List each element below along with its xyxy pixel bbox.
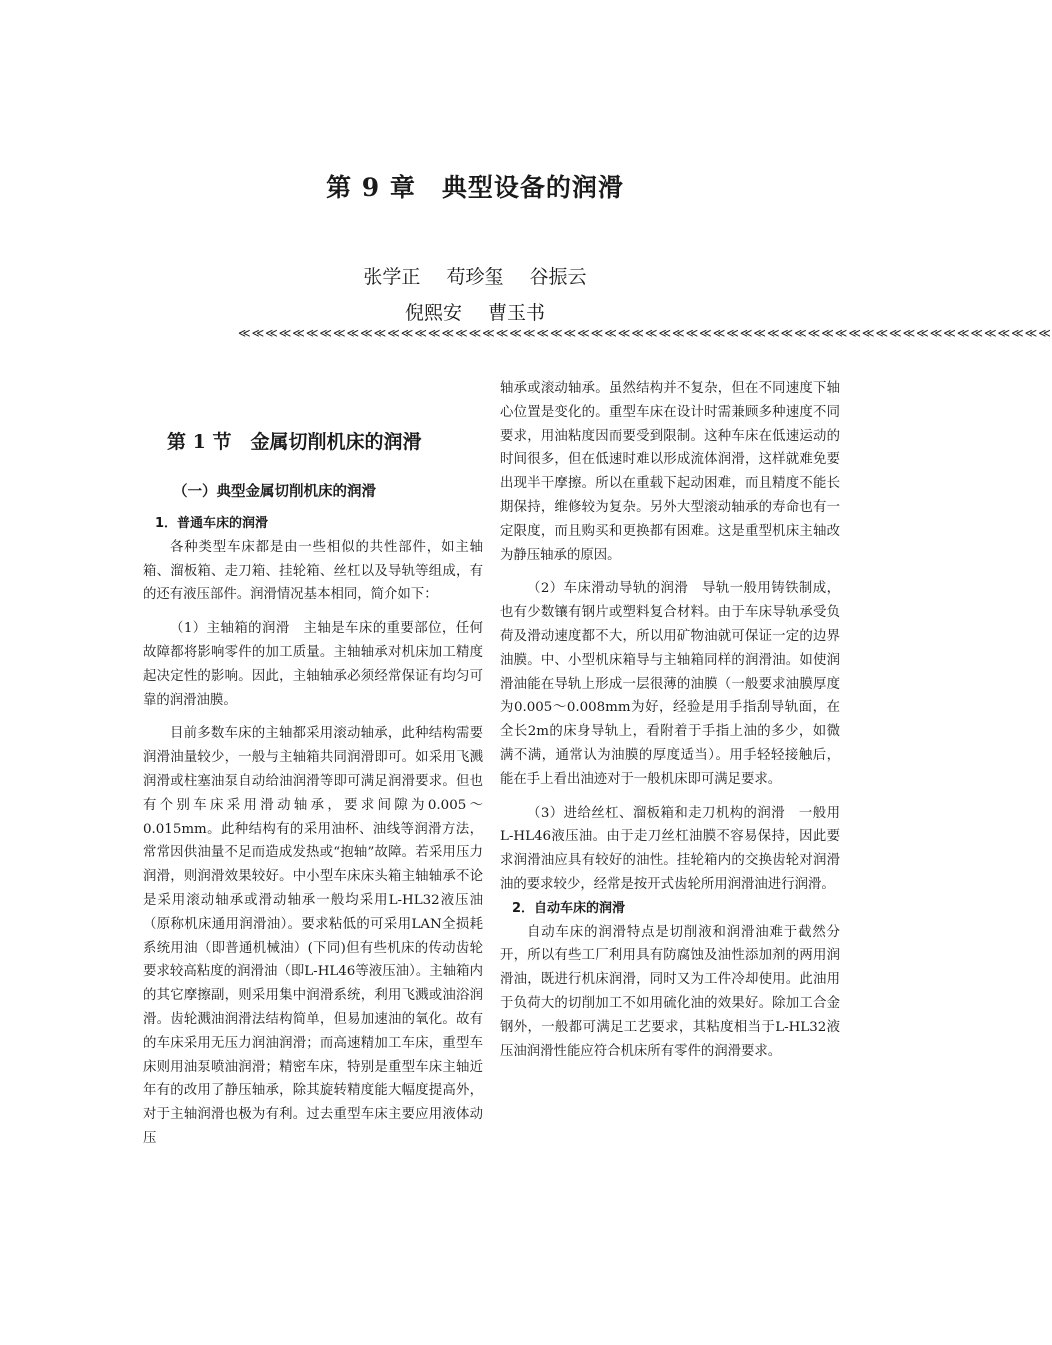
heading-lathe-lubrication: 1．普通车床的润滑	[155, 516, 269, 531]
author-line-2	[0, 298, 950, 325]
chapter-title: 第 9 章 典型设备的润滑	[326, 173, 624, 202]
author-line-1	[0, 262, 950, 289]
section-title: 第 1 节 金属切削机床的润滑	[167, 431, 422, 453]
author-name: 张学正	[363, 266, 421, 288]
author-name: 倪熙安	[404, 302, 462, 324]
paragraph: （3）进给丝杠、溜板箱和走刀机构的润滑 一般用L-HL46液压油。由于走刀丝杠油膜不容易保持，因此要求润滑油应具有较好的油性。挂轮箱内的交换齿轮对润滑油的要求较少，经常是按开式齿轮所用润滑油进行润滑。	[500, 805, 840, 892]
author-name: 曹玉书	[488, 302, 546, 324]
subsection-title: （一）典型金属切削机床的润滑	[173, 483, 376, 500]
right-column	[500, 377, 840, 1063]
left-column	[143, 400, 483, 1151]
author-name: 苟珍玺	[446, 266, 504, 288]
paragraph: （2）车床滑动导轨的润滑 导轨一般用铸铁制成，也有少数镶有钢片或塑料复合材料。由于车床导轨承受负荷及滑动速度都不大，所以用矿物油就可保证一定的边界油膜。中、小型机床箱导与主轴箱同样的润滑油。如使润滑油能在导轨上形成一层很薄的油膜（一般要求油膜厚度为0.005～0.008mm为好，经验是用手指刮导轨面，在全长2m的床身导轨上，看附着于手指上油的多少，如微满不满，通常认为油膜的厚度适当）。用手轻轻接触后，能在手上看出油迹对于一般机床即可满足要求。	[500, 581, 840, 787]
paragraph: （1）主轴箱的润滑 主轴是车床的重要部位，任何故障都将影响零件的加工质量。主轴轴承对机床加工精度起决定性的影响。因此，主轴轴承必须经常保证有均匀可靠的润滑油膜。	[143, 621, 483, 708]
paragraph: 轴承或滚动轴承。虽然结构并不复杂，但在不同速度下轴心位置是变化的。重型车床在设计时需兼顾多种速度不同要求，用油粘度因而要受到限制。这种车床在低速运动的时间很多，但在低速时难以形成流体润滑，这样就难免要出现半干摩擦。所以在重载下起动困难，而且精度不能长期保持，维修较为复杂。另外大型滚动轴承的寿命也有一定限度，而且购买和更换都有困难。这是重型机床主轴改为静压轴承的原因。	[500, 381, 840, 563]
author-name: 谷振云	[529, 266, 587, 288]
paragraph: 自动车床的润滑特点是切削液和润滑油难于截然分开，所以有些工厂利用具有防腐蚀及油性添加剂的两用润滑油，既进行机床润滑，同时又为工件冷却使用。此油用于负荷大的切削加工不如用硫化油的效果好。除加工合金钢外，一般都可满足工艺要求，其粘度相当于L-HL32液压油润滑性能应符合机床所有零件的润滑要求。	[500, 924, 840, 1059]
heading-auto-lathe-lubrication: 2．自动车床的润滑	[512, 900, 626, 916]
paragraph: 各种类型车床都是由一些相似的共性部件，如主轴箱、溜板箱、走刀箱、挂轮箱、丝杠以及导轨等组成，有的还有液压部件。润滑情况基本相同，简介如下：	[143, 539, 483, 603]
decorative-divider: ≪≪≪≪≪≪≪≪≪≪≪≪≪≪≪≪≪≪≪≪≪≪≪≪≪≪≪≪≪≪≪≪≪≪≪≪≪≪≪≪≪≪≪≪≪≪≪≪≪≪≪≪≪≪≪≪≪≪≪≪	[238, 326, 1052, 340]
paragraph: 目前多数车床的主轴都采用滚动轴承，此种结构需要润滑油量较少，一般与主轴箱共同润滑即可。如采用飞溅润滑或柱塞油泵自动给油润滑等即可满足润滑要求。但也有个别车床采用滑动轴承，要求间隙为0.005～0.015mm。此种结构有的采用油杯、油线等润滑方法，常常因供油量不足而造成发热或“抱轴”故障。若采用压力润滑，则润滑效果较好。中小型车床床头箱主轴轴承不论是采用滚动轴承或滑动轴承一般均采用L-HL32液压油（原称机床通用润滑油）。要求粘低的可采用LAN全损耗系统用油（即普通机械油）(下同)但有些机床的传动齿轮要求较高粘度的润滑油（即L-HL46等液压油）。主轴箱内的其它摩擦副，则采用集中润滑系统，利用飞溅或油浴润滑。齿轮溅油润滑法结构简单，但易加速油的氧化。故有的车床采用无压力润油润滑；而高速精加工车床，重型车床则用油泵喷油润滑；精密车床，特别是重型车床主轴近年有的改用了静压轴承，除其旋转精度能大幅度提高外，对于主轴润滑也极为有利。过去重型车床主要应用液体动压	[143, 726, 483, 1146]
